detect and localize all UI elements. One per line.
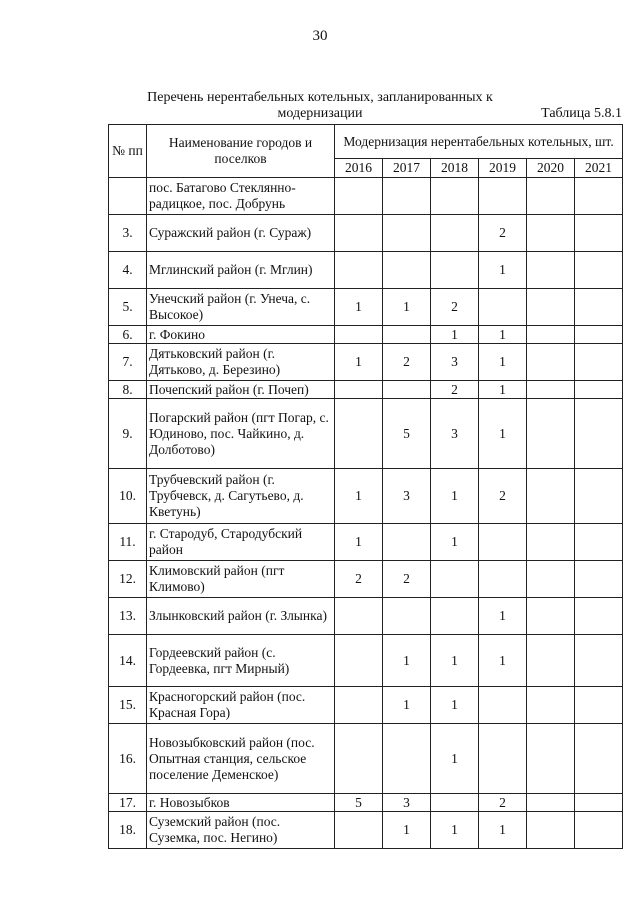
table-row	[109, 724, 623, 794]
page-number: 30	[312, 28, 328, 44]
row-value-2021	[575, 687, 623, 724]
row-number: 4.	[109, 252, 147, 289]
row-value-2020	[527, 687, 575, 724]
row-name: г. Фокино	[147, 326, 335, 344]
row-value-2019: 2	[479, 794, 527, 812]
row-value-2020	[527, 598, 575, 635]
row-value-2018	[431, 794, 479, 812]
row-name: Красногорский район (пос. Красная Гора)	[147, 687, 335, 724]
row-value-2016	[335, 724, 383, 794]
row-value-2018: 1	[431, 812, 479, 849]
row-value-2020	[527, 812, 575, 849]
row-value-2018	[431, 215, 479, 252]
table-body	[109, 178, 623, 849]
row-value-2016: 1	[335, 524, 383, 561]
row-name: Новозыбковский район (пос. Опытная станция, сельское поселение Деменское)	[147, 724, 335, 794]
row-name: Почепский район (г. Почеп)	[147, 381, 335, 399]
row-value-2016: 5	[335, 794, 383, 812]
row-value-2019	[479, 724, 527, 794]
row-value-2017	[383, 178, 431, 215]
table-row	[109, 399, 623, 469]
row-name: пос. Батагово Стеклянно-радицкое, пос. Добрунь	[147, 178, 335, 215]
row-value-2018: 1	[431, 326, 479, 344]
table-title	[120, 90, 520, 122]
row-name: Мглинский район (г. Мглин)	[147, 252, 335, 289]
table-row	[109, 289, 623, 326]
row-value-2019: 1	[479, 344, 527, 381]
row-name: Суземский район (пос. Суземка, пос. Негино)	[147, 812, 335, 849]
row-value-2018: 1	[431, 635, 479, 687]
row-number: 10.	[109, 469, 147, 524]
row-value-2016	[335, 215, 383, 252]
header-year: 2021	[575, 159, 623, 178]
row-value-2017: 2	[383, 344, 431, 381]
table-row	[109, 794, 623, 812]
row-value-2016: 1	[335, 289, 383, 326]
row-value-2017	[383, 724, 431, 794]
row-number: 16.	[109, 724, 147, 794]
row-number: 5.	[109, 289, 147, 326]
table-row	[109, 252, 623, 289]
row-value-2020	[527, 794, 575, 812]
table-row	[109, 561, 623, 598]
row-value-2018: 3	[431, 344, 479, 381]
table-row	[109, 326, 623, 344]
row-value-2016: 1	[335, 469, 383, 524]
row-value-2016	[335, 598, 383, 635]
row-value-2020	[527, 289, 575, 326]
row-value-2019: 1	[479, 635, 527, 687]
row-value-2020	[527, 178, 575, 215]
row-value-2021	[575, 598, 623, 635]
row-value-2020	[527, 469, 575, 524]
row-value-2016	[335, 381, 383, 399]
row-value-2019	[479, 178, 527, 215]
row-value-2021	[575, 178, 623, 215]
row-value-2019: 1	[479, 812, 527, 849]
row-value-2017: 5	[383, 399, 431, 469]
header-modernization-group: Модернизация нерентабельных котельных, шт.	[335, 125, 623, 159]
row-number	[109, 178, 147, 215]
row-value-2019	[479, 561, 527, 598]
table-label: Таблица 5.8.1	[541, 106, 622, 121]
row-value-2016: 2	[335, 561, 383, 598]
row-value-2016: 1	[335, 344, 383, 381]
row-value-2017: 1	[383, 289, 431, 326]
row-number: 12.	[109, 561, 147, 598]
row-value-2021	[575, 344, 623, 381]
row-value-2021	[575, 252, 623, 289]
row-value-2016	[335, 399, 383, 469]
row-value-2018: 2	[431, 381, 479, 399]
row-name: г. Стародуб, Стародубский район	[147, 524, 335, 561]
row-number: 14.	[109, 635, 147, 687]
row-number: 13.	[109, 598, 147, 635]
row-number: 8.	[109, 381, 147, 399]
row-value-2021	[575, 326, 623, 344]
row-value-2017	[383, 381, 431, 399]
header-year: 2016	[335, 159, 383, 178]
row-value-2019: 1	[479, 399, 527, 469]
table-row	[109, 687, 623, 724]
row-value-2017: 1	[383, 635, 431, 687]
row-value-2018: 1	[431, 687, 479, 724]
header-name: Наименование городов и поселков	[147, 125, 335, 178]
row-value-2016	[335, 687, 383, 724]
row-value-2018: 1	[431, 724, 479, 794]
row-value-2017: 1	[383, 812, 431, 849]
row-value-2016	[335, 178, 383, 215]
row-value-2019: 1	[479, 598, 527, 635]
row-number: 7.	[109, 344, 147, 381]
row-value-2021	[575, 289, 623, 326]
row-name: г. Новозыбков	[147, 794, 335, 812]
row-value-2020	[527, 344, 575, 381]
row-value-2020	[527, 635, 575, 687]
row-name: Погарский район (пгт Погар, с. Юдиново, пос. Чайкино, д. Долботово)	[147, 399, 335, 469]
header-year: 2019	[479, 159, 527, 178]
row-value-2018: 1	[431, 469, 479, 524]
row-value-2021	[575, 399, 623, 469]
row-number: 9.	[109, 399, 147, 469]
row-value-2018: 1	[431, 524, 479, 561]
boiler-modernization-table	[108, 124, 623, 849]
row-name: Гордеевский район (с. Гордеевка, пгт Мирный)	[147, 635, 335, 687]
row-value-2018: 3	[431, 399, 479, 469]
row-value-2020	[527, 381, 575, 399]
row-value-2017	[383, 252, 431, 289]
row-value-2021	[575, 635, 623, 687]
table-title-line1: Перечень нерентабельных котельных, запланированных к	[147, 90, 493, 105]
row-value-2017: 3	[383, 794, 431, 812]
table-row	[109, 381, 623, 399]
row-value-2021	[575, 524, 623, 561]
row-name: Трубчевский район (г. Трубчевск, д. Сагутьево, д. Кветунь)	[147, 469, 335, 524]
row-value-2021	[575, 561, 623, 598]
row-value-2018	[431, 252, 479, 289]
row-name: Климовский район (пгт Климово)	[147, 561, 335, 598]
row-value-2019	[479, 687, 527, 724]
row-value-2019	[479, 524, 527, 561]
header-year: 2018	[431, 159, 479, 178]
row-value-2017	[383, 215, 431, 252]
row-value-2020	[527, 399, 575, 469]
row-value-2020	[527, 561, 575, 598]
table-row	[109, 812, 623, 849]
table-row	[109, 635, 623, 687]
row-number: 15.	[109, 687, 147, 724]
row-value-2019: 1	[479, 326, 527, 344]
row-value-2016	[335, 635, 383, 687]
row-number: 17.	[109, 794, 147, 812]
header-year: 2017	[383, 159, 431, 178]
row-value-2018	[431, 598, 479, 635]
row-value-2017: 2	[383, 561, 431, 598]
row-value-2019: 2	[479, 215, 527, 252]
row-value-2021	[575, 812, 623, 849]
row-value-2021	[575, 724, 623, 794]
row-value-2018	[431, 178, 479, 215]
row-value-2019: 2	[479, 469, 527, 524]
row-value-2019: 1	[479, 381, 527, 399]
header-number: № пп	[109, 125, 147, 178]
row-value-2017	[383, 524, 431, 561]
row-name: Дятьковский район (г. Дятьково, д. Березино)	[147, 344, 335, 381]
row-value-2018	[431, 561, 479, 598]
row-value-2017	[383, 598, 431, 635]
row-value-2020	[527, 524, 575, 561]
row-value-2021	[575, 469, 623, 524]
row-value-2016	[335, 252, 383, 289]
row-number: 18.	[109, 812, 147, 849]
row-value-2021	[575, 794, 623, 812]
row-name: Суражский район (г. Сураж)	[147, 215, 335, 252]
row-value-2020	[527, 215, 575, 252]
row-value-2018: 2	[431, 289, 479, 326]
table-title-line2: модернизации	[277, 106, 363, 121]
table-row	[109, 598, 623, 635]
row-value-2021	[575, 215, 623, 252]
row-value-2016	[335, 326, 383, 344]
row-number: 3.	[109, 215, 147, 252]
header-year: 2020	[527, 159, 575, 178]
row-value-2017	[383, 326, 431, 344]
table-row	[109, 178, 623, 215]
table-row	[109, 344, 623, 381]
row-value-2020	[527, 724, 575, 794]
table-row	[109, 524, 623, 561]
table-row	[109, 469, 623, 524]
row-name: Злынковский район (г. Злынка)	[147, 598, 335, 635]
row-value-2019: 1	[479, 252, 527, 289]
row-name: Унечский район (г. Унеча, с. Высокое)	[147, 289, 335, 326]
row-value-2020	[527, 326, 575, 344]
row-value-2016	[335, 812, 383, 849]
table-row	[109, 215, 623, 252]
row-value-2017: 1	[383, 687, 431, 724]
row-value-2017: 3	[383, 469, 431, 524]
row-number: 6.	[109, 326, 147, 344]
row-value-2019	[479, 289, 527, 326]
row-value-2020	[527, 252, 575, 289]
row-number: 11.	[109, 524, 147, 561]
row-value-2021	[575, 381, 623, 399]
